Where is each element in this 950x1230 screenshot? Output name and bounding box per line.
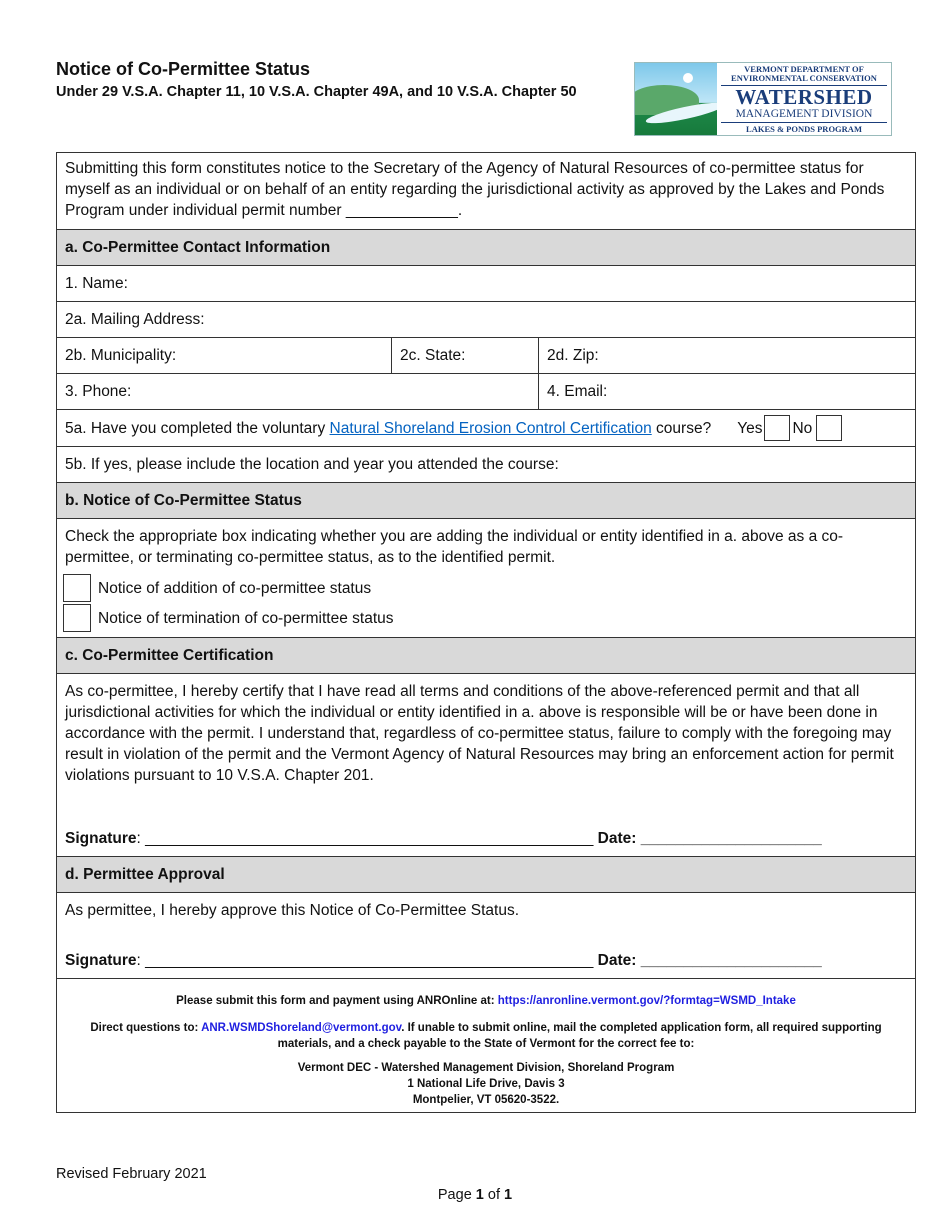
section-d-body: [57, 893, 915, 979]
section-d-heading: d. Permittee Approval: [65, 866, 225, 883]
section-c-heading-row: [57, 638, 915, 674]
logo-line1: VERMONT DEPARTMENT OF: [744, 64, 864, 74]
section-c-heading: c. Co-Permittee Certification: [65, 647, 274, 664]
contact-row: [57, 374, 915, 410]
page-prefix: Page: [437, 1187, 476, 1203]
revision-date: Revised February 2021: [56, 1166, 207, 1182]
footer-row: [57, 979, 915, 1112]
name-row[interactable]: [57, 266, 915, 302]
termination-option[interactable]: [65, 603, 907, 633]
mailing-address: [65, 1060, 907, 1108]
questions-text: [65, 1020, 907, 1052]
page-total: 1: [504, 1187, 513, 1203]
question-5b-field[interactable]: 5b. If yes, please include the location and year you attended the course:: [65, 456, 559, 473]
address-detail-row: [57, 338, 915, 374]
section-c-body: [57, 674, 915, 857]
page-subtitle: Under 29 V.S.A. Chapter 11, 10 V.S.A. Chapter 49A, and 10 V.S.A. Chapter 50: [56, 84, 577, 100]
date-field[interactable]: Date: _____________________: [597, 830, 822, 847]
question-5a-prefix: 5a. Have you completed the voluntary: [65, 419, 330, 437]
co-permittee-form: [56, 152, 916, 1113]
address-line3: Montpelier, VT 05620-3522.: [412, 1094, 560, 1106]
section-b-instructions: Check the appropriate box indicating whether you are adding the individual or entity identified in a. above as a co-permittee, or terminating co-permittee status, as to the identified permit.: [65, 528, 844, 566]
yes-label: Yes: [737, 419, 763, 437]
address-line2: 1 National Life Drive, Davis 3: [407, 1078, 565, 1090]
addition-checkbox[interactable]: [63, 574, 91, 602]
termination-checkbox[interactable]: [63, 604, 91, 632]
page-current: 1: [475, 1187, 484, 1203]
section-b-heading-row: [57, 483, 915, 519]
yes-checkbox[interactable]: [764, 415, 790, 441]
section-a-heading-row: [57, 230, 915, 266]
questions-suffix: . If unable to submit online, mail the completed application form, all required supporting materials, and a check payable to the State of Vermont for the correct fee to:: [277, 1022, 882, 1050]
certification-text: As co-permittee, I hereby certify that I have read all terms and conditions of the above-referenced permit and that all jurisdictional activities for which the individual or entity identified in a. above is responsible will be or have been done in accordance with the permit. I understand that, regardless of co-permittee status, failure to comply with the foregoing may result in violation of the permit and the Vermont Agency of Natural Resources may bring an enforcement action for permit violations pursuant to 10 V.S.A. Chapter 201.: [65, 683, 894, 784]
email-field[interactable]: 4. Email:: [538, 374, 915, 409]
zip-field[interactable]: 2d. Zip:: [538, 338, 915, 373]
logo-line4: MANAGEMENT DIVISION: [721, 108, 887, 123]
page-title: Notice of Co-Permittee Status: [56, 59, 311, 79]
page-header: [56, 58, 916, 140]
question-5a-row: [57, 410, 915, 447]
addition-label: Notice of addition of co-permittee status: [98, 579, 372, 597]
state-field[interactable]: 2c. State:: [391, 338, 538, 373]
section-d-heading-row: [57, 857, 915, 893]
section-a-heading: a. Co-Permittee Contact Information: [65, 239, 331, 256]
logo-line5: LAKES & PONDS PROGRAM: [746, 124, 862, 134]
section-b-heading: b. Notice of Co-Permittee Status: [65, 492, 302, 509]
phone-field[interactable]: 3. Phone:: [65, 383, 132, 400]
question-5b-row[interactable]: [57, 447, 915, 483]
landscape-icon: [635, 63, 717, 135]
permittee-signature-line[interactable]: [65, 950, 907, 971]
signature-label: Signature: [65, 830, 137, 847]
certification-link[interactable]: Natural Shoreland Erosion Control Certification: [329, 419, 652, 437]
municipality-field[interactable]: 2b. Municipality:: [65, 347, 177, 364]
logo-text: [717, 63, 891, 135]
page-number: [0, 1187, 950, 1203]
logo-line2: ENVIRONMENTAL CONSERVATION: [721, 74, 887, 86]
contact-email-link[interactable]: ANR.WSMDShoreland@vermont.gov: [201, 1022, 402, 1034]
signature-label: Signature: [65, 952, 137, 969]
termination-label: Notice of termination of co-permittee status: [98, 609, 394, 627]
anronline-link[interactable]: https://anronline.vermont.gov/?formtag=WSMD_Intake: [497, 995, 796, 1007]
name-field[interactable]: 1. Name:: [65, 275, 128, 292]
addition-option[interactable]: [65, 573, 907, 603]
submit-instructions: [65, 993, 907, 1009]
no-checkbox[interactable]: [816, 415, 842, 441]
mailing-row[interactable]: [57, 302, 915, 338]
page-of: of: [483, 1187, 505, 1203]
submit-text: Please submit this form and payment using ANROnline at:: [176, 995, 498, 1007]
questions-prefix: Direct questions to:: [90, 1022, 202, 1034]
mailing-address-field[interactable]: 2a. Mailing Address:: [65, 311, 205, 328]
intro-text: Submitting this form constitutes notice to the Secretary of the Agency of Natural Resources of co-permittee status for myself as an individual or on behalf of an entity regarding the jurisdictional activity as approved by the Lakes and Ponds Program under individual permit number _____________.: [65, 160, 885, 219]
section-b-body: [57, 519, 915, 638]
approval-text: As permittee, I hereby approve this Notice of Co-Permittee Status.: [65, 902, 520, 919]
watershed-logo: [634, 62, 892, 136]
signature-blank[interactable]: : ____________________________________________________: [136, 830, 598, 847]
question-5a-suffix: course?: [651, 419, 712, 437]
logo-line3: WATERSHED: [735, 85, 873, 109]
date-field[interactable]: Date: _____________________: [597, 952, 822, 969]
intro-row: [57, 153, 915, 230]
address-line1: Vermont DEC - Watershed Management Division, Shoreland Program: [297, 1062, 675, 1074]
signature-blank[interactable]: : ____________________________________________________: [136, 952, 598, 969]
co-permittee-signature-line[interactable]: [65, 828, 907, 849]
no-label: No: [792, 419, 813, 437]
